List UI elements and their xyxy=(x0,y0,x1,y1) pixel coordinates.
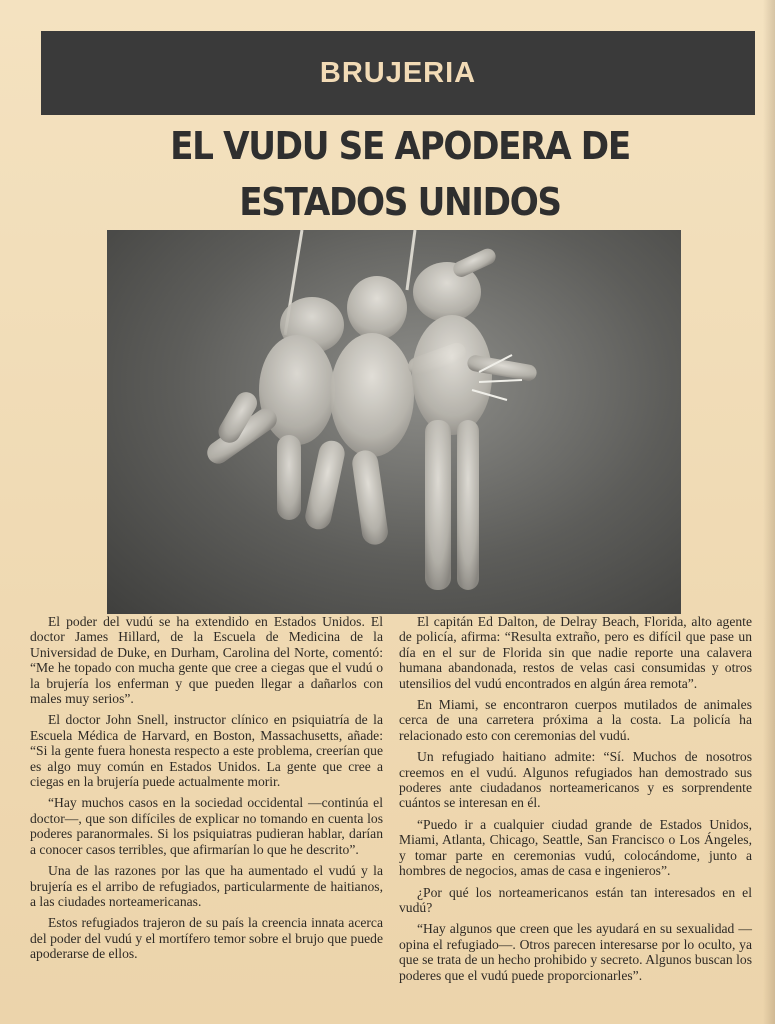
headline-line-2: ESTADOS UNIDOS xyxy=(239,180,561,224)
paragraph: Una de las razones por las que ha aumentado el vudú y la brujería es el arribo de refugiados, particularmente de haitianos, a las ciudades norteamericanas. xyxy=(30,863,383,909)
article-column-right xyxy=(399,614,752,1014)
paragraph: En Miami, se encontraron cuerpos mutilados de animales cerca de una carretera próxima a la costa. La policía ha relacionado esto con ceremonias del vudú. xyxy=(399,697,752,743)
article-body xyxy=(30,614,752,1014)
voodoo-dolls-photo xyxy=(107,230,681,614)
section-title: BRUJERIA xyxy=(319,56,477,89)
paragraph: “Puedo ir a cualquier ciudad grande de Estados Unidos, Miami, Atlanta, Chicago, Seattle, San Francisco o Los Ángeles, y tomar parte en ceremonias vudú, colocándome, junto a hombres de negocios, amas de casa e ingenieros”. xyxy=(399,816,752,879)
section-banner xyxy=(41,31,755,115)
paragraph: ¿Por qué los norteamericanos están tan interesados en el vudú? xyxy=(399,884,752,915)
headline-line-1: EL VUDU SE APODERA DE xyxy=(170,124,630,168)
hanging-dolls-illustration xyxy=(107,230,681,614)
page-edge-shadow xyxy=(763,0,775,1024)
paragraph: El doctor John Snell, instructor clínico en psiquiatría de la Escuela Médica de Harvard, en Boston, Massachusetts, añade: “Si la gente fuera honesta respecto a este problema, creerían que es algo muy común en Estados Unidos. La gente que cree a ciegas en la brujería puede actualmente morir. xyxy=(30,712,383,790)
paragraph: “Hay muchos casos en la sociedad occidental —continúa el doctor—, que son difíciles de explicar no tomando en cuenta los poderes paranormales. Si los psiquiatras pudieran hablar, darían a conocer casos terribles, que afirmarían lo que he descrito”. xyxy=(30,795,383,857)
paragraph: “Hay algunos que creen que les ayudará en su sexualidad —opina el refugiado—. Otros parecen interesarse por lo oculto, ya que se trata de un hecho prohibido y secreto. Algunos buscan los poderes que el vudú puede proporcionarles”. xyxy=(399,921,752,983)
paragraph: Un refugiado haitiano admite: “Sí. Muchos de nosotros creemos en el vudú. Algunos refugiados han demostrado sus poderes ante ciudadanos norteamericanos y es sorprendente cuántos se interesan en él. xyxy=(399,749,752,811)
article-headline xyxy=(94,118,706,230)
paragraph: Estos refugiados trajeron de su país la creencia innata acerca del poder del vudú y el mortífero temor sobre el brujo que puede apoderarse de ellos. xyxy=(30,915,383,962)
paragraph: El poder del vudú se ha extendido en Estados Unidos. El doctor James Hillard, de la Escuela de Medicina de la Universidad de Duke, en Durham, Carolina del Norte, comentó: “Me he topado con mucha gente que cree a ciegas que el vudú o la brujería los enferman y que pueden llegar a dañarlos con males muy serios”. xyxy=(30,614,383,707)
paragraph: El capitán Ed Dalton, de Delray Beach, Florida, alto agente de policía, afirma: “Resulta extraño, pero es difícil que pase un día en el sur de Florida sin que nadie reporte una calavera humana abandonada, restos de velas casi consumidas y otros utensilios del vudú encontrados en algún área remota”. xyxy=(399,614,752,691)
article-column-left xyxy=(30,614,383,1014)
